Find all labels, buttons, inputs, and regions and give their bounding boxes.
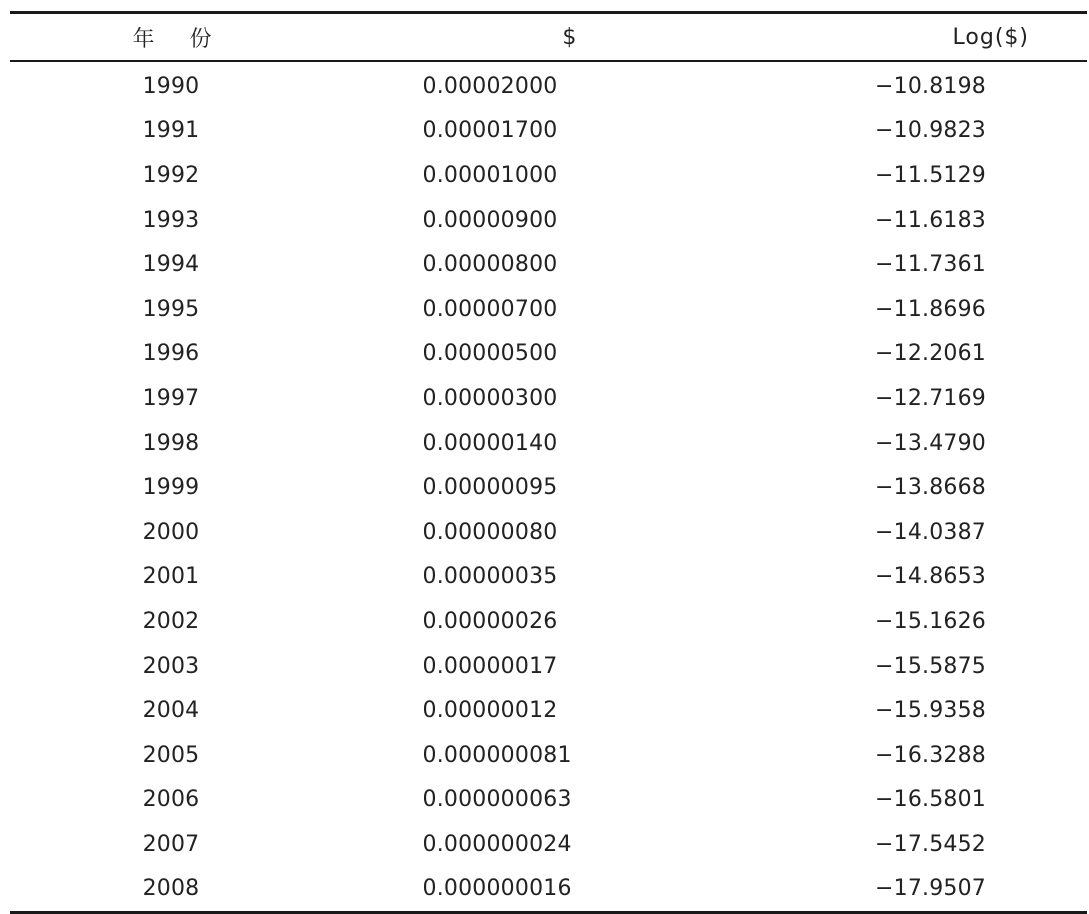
log-cell-text: −10.8198 (874, 73, 986, 99)
year-cell-text: 1995 (142, 296, 200, 322)
log-cell (661, 520, 1087, 545)
year-cell-text: 2006 (142, 787, 200, 813)
table-body (10, 62, 1087, 911)
log-cell (661, 208, 1087, 233)
value-cell-text: 0.00000800 (422, 252, 558, 278)
data-table (10, 11, 1087, 914)
year-cell-text: 2001 (142, 564, 200, 590)
table-row (10, 109, 1087, 154)
log-cell-text: −15.1626 (874, 608, 986, 634)
value-cell-text: 0.00000140 (422, 430, 558, 456)
table-row (10, 64, 1087, 109)
log-cell (661, 743, 1087, 768)
table-row (10, 555, 1087, 600)
table-row (10, 153, 1087, 198)
value-cell-text: 0.000000081 (422, 742, 572, 768)
value-cell (410, 609, 661, 634)
table-row (10, 599, 1087, 644)
log-cell-text: −11.8696 (874, 296, 986, 322)
table-row (10, 376, 1087, 421)
value-cell-text: 0.000000063 (422, 787, 572, 813)
table-row (10, 822, 1087, 867)
log-cell-text: −17.5452 (874, 831, 986, 857)
value-cell-text: 0.00001000 (422, 162, 558, 188)
value-cell (410, 698, 661, 723)
year-cell (10, 654, 410, 679)
table-row (10, 421, 1087, 466)
year-cell (10, 341, 410, 366)
table-row (10, 688, 1087, 733)
table-row (10, 242, 1087, 287)
log-cell-text: −16.5801 (874, 787, 986, 813)
year-cell-text: 1994 (142, 252, 200, 278)
value-cell-text: 0.000000024 (422, 831, 572, 857)
year-cell-text: 1999 (142, 475, 200, 501)
year-cell-text: 1993 (142, 207, 200, 233)
log-cell (661, 431, 1087, 456)
value-cell-text: 0.000000016 (422, 876, 572, 902)
table-header-row (10, 14, 1087, 60)
value-cell-text: 0.00002000 (422, 73, 558, 99)
value-cell (410, 208, 661, 233)
log-cell (661, 386, 1087, 411)
value-cell-text: 0.00000300 (422, 385, 558, 411)
value-cell-text: 0.00000700 (422, 296, 558, 322)
year-cell-text: 2000 (142, 519, 200, 545)
table-row (10, 198, 1087, 243)
year-cell (10, 163, 410, 188)
year-cell (10, 787, 410, 812)
log-cell-text: −10.9823 (874, 118, 986, 144)
value-cell-text: 0.00001700 (422, 118, 558, 144)
value-cell (410, 341, 661, 366)
table-row (10, 465, 1087, 510)
table-row (10, 733, 1087, 778)
value-cell-text: 0.00000900 (422, 207, 558, 233)
log-cell-text: −14.0387 (874, 519, 986, 545)
year-cell-text: 2002 (142, 608, 200, 634)
value-cell (410, 654, 661, 679)
year-cell (10, 297, 410, 322)
value-cell (410, 787, 661, 812)
log-cell (661, 832, 1087, 857)
log-cell (661, 654, 1087, 679)
table-row (10, 510, 1087, 555)
year-cell (10, 876, 410, 901)
header-log (661, 25, 1087, 50)
log-cell-text: −15.9358 (874, 698, 986, 724)
value-cell (410, 74, 661, 99)
value-cell-text: 0.00000017 (422, 653, 558, 679)
header-value (410, 25, 661, 50)
year-cell (10, 74, 410, 99)
table-row (10, 287, 1087, 332)
value-cell (410, 252, 661, 277)
value-cell-text: 0.00000095 (422, 475, 558, 501)
header-year-label: 年 份 (132, 26, 226, 52)
log-cell (661, 787, 1087, 812)
year-cell (10, 386, 410, 411)
header-log-label: Log($) (952, 24, 1029, 50)
year-cell (10, 118, 410, 143)
log-cell (661, 341, 1087, 366)
value-cell-text: 0.00000035 (422, 564, 558, 590)
year-cell (10, 431, 410, 456)
log-cell-text: −13.8668 (874, 475, 986, 501)
year-cell (10, 520, 410, 545)
header-value-label: $ (562, 24, 577, 50)
year-cell-text: 1990 (142, 73, 200, 99)
year-cell (10, 252, 410, 277)
year-cell-text: 1992 (142, 162, 200, 188)
value-cell-text: 0.00000012 (422, 698, 558, 724)
log-cell-text: −17.9507 (874, 876, 986, 902)
year-cell (10, 698, 410, 723)
table-row (10, 867, 1087, 912)
year-cell-text: 2004 (142, 698, 200, 724)
year-cell (10, 475, 410, 500)
log-cell-text: −11.7361 (874, 252, 986, 278)
year-cell (10, 832, 410, 857)
value-cell (410, 743, 661, 768)
log-cell-text: −13.4790 (874, 430, 986, 456)
value-cell (410, 431, 661, 456)
year-cell-text: 1996 (142, 341, 200, 367)
year-cell (10, 564, 410, 589)
log-cell-text: −11.5129 (874, 162, 986, 188)
log-cell (661, 609, 1087, 634)
log-cell (661, 118, 1087, 143)
year-cell-text: 1998 (142, 430, 200, 456)
log-cell-text: −16.3288 (874, 742, 986, 768)
log-cell-text: −15.5875 (874, 653, 986, 679)
value-cell (410, 876, 661, 901)
year-cell (10, 609, 410, 634)
year-cell-text: 2008 (142, 876, 200, 902)
value-cell (410, 118, 661, 143)
log-cell-text: −12.7169 (874, 385, 986, 411)
log-cell (661, 698, 1087, 723)
year-cell-text: 1997 (142, 385, 200, 411)
value-cell (410, 386, 661, 411)
table-row (10, 332, 1087, 377)
value-cell-text: 0.00000026 (422, 608, 558, 634)
log-cell (661, 252, 1087, 277)
log-cell-text: −14.8653 (874, 564, 986, 590)
log-cell-text: −11.6183 (874, 207, 986, 233)
table-row (10, 644, 1087, 689)
value-cell (410, 163, 661, 188)
table-row (10, 778, 1087, 823)
year-cell-text: 1991 (142, 118, 200, 144)
year-cell (10, 208, 410, 233)
log-cell-text: −12.2061 (874, 341, 986, 367)
value-cell (410, 475, 661, 500)
value-cell (410, 297, 661, 322)
year-cell-text: 2003 (142, 653, 200, 679)
year-cell (10, 743, 410, 768)
year-cell-text: 2007 (142, 831, 200, 857)
value-cell-text: 0.00000080 (422, 519, 558, 545)
value-cell-text: 0.00000500 (422, 341, 558, 367)
value-cell (410, 520, 661, 545)
log-cell (661, 475, 1087, 500)
log-cell (661, 876, 1087, 901)
log-cell (661, 74, 1087, 99)
value-cell (410, 564, 661, 589)
year-cell-text: 2005 (142, 742, 200, 768)
log-cell (661, 297, 1087, 322)
header-year (10, 22, 410, 53)
value-cell (410, 832, 661, 857)
log-cell (661, 564, 1087, 589)
log-cell (661, 163, 1087, 188)
